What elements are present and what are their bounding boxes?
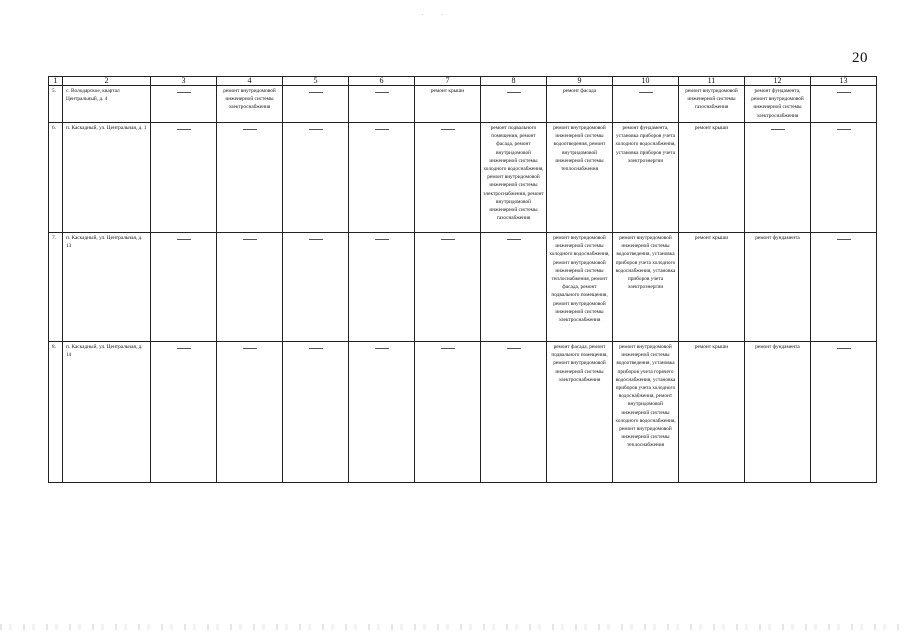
- table-row: [49, 123, 877, 233]
- dash-mark: [507, 348, 521, 349]
- dash-mark: [837, 129, 851, 130]
- dash-mark: [375, 129, 389, 130]
- dash-mark: [309, 92, 323, 93]
- header-cell: 7: [415, 77, 481, 86]
- dash-mark: [441, 239, 455, 240]
- header-cell: 13: [811, 77, 877, 86]
- work-cell: [151, 86, 217, 123]
- dash-mark: [375, 239, 389, 240]
- work-cell: [415, 123, 481, 233]
- header-cell: 3: [151, 77, 217, 86]
- row-number: 7.: [49, 233, 63, 342]
- work-cell: ремонт крыши: [679, 233, 745, 342]
- header-cell: 4: [217, 77, 283, 86]
- dash-mark: [177, 129, 191, 130]
- work-cell: ремонт внутридомовой инженерной системы водоотведения, установка приборов учета холодного водоснабжения, установка приборов учета электроэнергии: [613, 233, 679, 342]
- work-cell: [811, 86, 877, 123]
- work-cell: ремонт фасада: [547, 86, 613, 123]
- work-cell: [283, 342, 349, 483]
- work-cell: ремонт фундамента: [745, 233, 811, 342]
- header-row: [49, 77, 877, 86]
- header-cell: 11: [679, 77, 745, 86]
- work-cell: [151, 233, 217, 342]
- scan-artifact: [422, 14, 462, 15]
- dash-mark: [837, 92, 851, 93]
- work-cell: [217, 233, 283, 342]
- scan-artifact: [0, 624, 905, 630]
- work-cell: [811, 342, 877, 483]
- dash-mark: [243, 239, 257, 240]
- header-cell: 6: [349, 77, 415, 86]
- work-cell: [811, 233, 877, 342]
- table-row: [49, 233, 877, 342]
- work-cell: ремонт фундамента, ремонт внутридомовой инженерной системы электроснабжения: [745, 86, 811, 123]
- header-cell: 2: [63, 77, 151, 86]
- header-cell: 10: [613, 77, 679, 86]
- dash-mark: [177, 239, 191, 240]
- work-cell: ремонт крыши: [679, 123, 745, 233]
- dash-mark: [837, 239, 851, 240]
- header-cell: 8: [481, 77, 547, 86]
- work-cell: [481, 233, 547, 342]
- work-cell: [415, 233, 481, 342]
- work-cell: [349, 123, 415, 233]
- row-number: 6.: [49, 123, 63, 233]
- dash-mark: [507, 92, 521, 93]
- work-cell: [349, 86, 415, 123]
- work-cell: [283, 233, 349, 342]
- work-cell: ремонт фасада, ремонт подвального помещения, ремонт внутридомовой инженерной системы электроснабжения: [547, 342, 613, 483]
- dash-mark: [639, 92, 653, 93]
- work-cell: [745, 123, 811, 233]
- dash-mark: [243, 348, 257, 349]
- work-cell: ремонт внутридомовой инженерной системы газоснабжения: [679, 86, 745, 123]
- work-cell: [349, 342, 415, 483]
- work-cell: ремонт внутридомовой инженерной системы холодного водоснабжения, ремонт внутридомовой инженерной системы теплоснабжения, ремонт фасада, ремонт подвального помещения, ремонт внутридомовой инженерной системы электроснабжения: [547, 233, 613, 342]
- header-cell: 1: [49, 77, 63, 86]
- work-cell: ремонт подвального помещения, ремонт фасада, ремонт внутридомовой инженерной системы холодного водоснабжения, ремонт внутридомовой инженерной системы электроснабжения, ремонт внутридомовой инженерной системы газоснабжения: [481, 123, 547, 233]
- dash-mark: [309, 239, 323, 240]
- dash-mark: [309, 129, 323, 130]
- work-cell: ремонт внутридомовой инженерной системы водоотведения, ремонт внутридомовой инженерной системы теплоснабжения: [547, 123, 613, 233]
- row-number: 5.: [49, 86, 63, 123]
- header-cell: 9: [547, 77, 613, 86]
- work-cell: ремонт внутридомовой инженерной системы электроснабжения: [217, 86, 283, 123]
- header-cell: 5: [283, 77, 349, 86]
- dash-mark: [507, 239, 521, 240]
- dash-mark: [177, 92, 191, 93]
- table-row: [49, 86, 877, 123]
- work-cell: [481, 86, 547, 123]
- work-cell: [151, 342, 217, 483]
- work-cell: [217, 342, 283, 483]
- work-cell: ремонт фундамента: [745, 342, 811, 483]
- dash-mark: [243, 129, 257, 130]
- work-cell: [811, 123, 877, 233]
- dash-mark: [309, 348, 323, 349]
- work-cell: ремонт крыши: [415, 86, 481, 123]
- dash-mark: [837, 348, 851, 349]
- row-address: п. Каскадный, ул. Центральная, д. 14: [63, 342, 151, 483]
- work-cell: ремонт крыши: [679, 342, 745, 483]
- dash-mark: [375, 348, 389, 349]
- dash-mark: [441, 348, 455, 349]
- work-cell: [283, 86, 349, 123]
- dash-mark: [375, 92, 389, 93]
- page-number: 20: [852, 50, 868, 66]
- dash-mark: [771, 129, 785, 130]
- header-cell: 12: [745, 77, 811, 86]
- row-address: п. Каскадный, ул. Центральная, д. 13: [63, 233, 151, 342]
- work-cell: [217, 123, 283, 233]
- work-cell: [415, 342, 481, 483]
- work-cell: [283, 123, 349, 233]
- row-address: п. Каскадный, ул. Центральная, д. 1: [63, 123, 151, 233]
- work-cell: ремонт внутридомовой инженерной системы водоотведения, установка приборов учета горячего водоснабжения, установка приборов учета холодного водоснабжения, ремонт внутридомовой инженерной системы холодного водоснабжения, ремонт внутридомовой инженерной системы теплоснабжения: [613, 342, 679, 483]
- dash-mark: [441, 129, 455, 130]
- row-number: 8.: [49, 342, 63, 483]
- repair-schedule-table: [48, 76, 877, 483]
- work-cell: [349, 233, 415, 342]
- work-cell: [151, 123, 217, 233]
- work-cell: [481, 342, 547, 483]
- row-address: с. Володарское, квартал Центральный, д. 4: [63, 86, 151, 123]
- work-cell: ремонт фундамента, установка приборов учета холодного водоснабжения, установка приборов учета электроэнергии: [613, 123, 679, 233]
- work-cell: [613, 86, 679, 123]
- table-row: [49, 342, 877, 483]
- dash-mark: [177, 348, 191, 349]
